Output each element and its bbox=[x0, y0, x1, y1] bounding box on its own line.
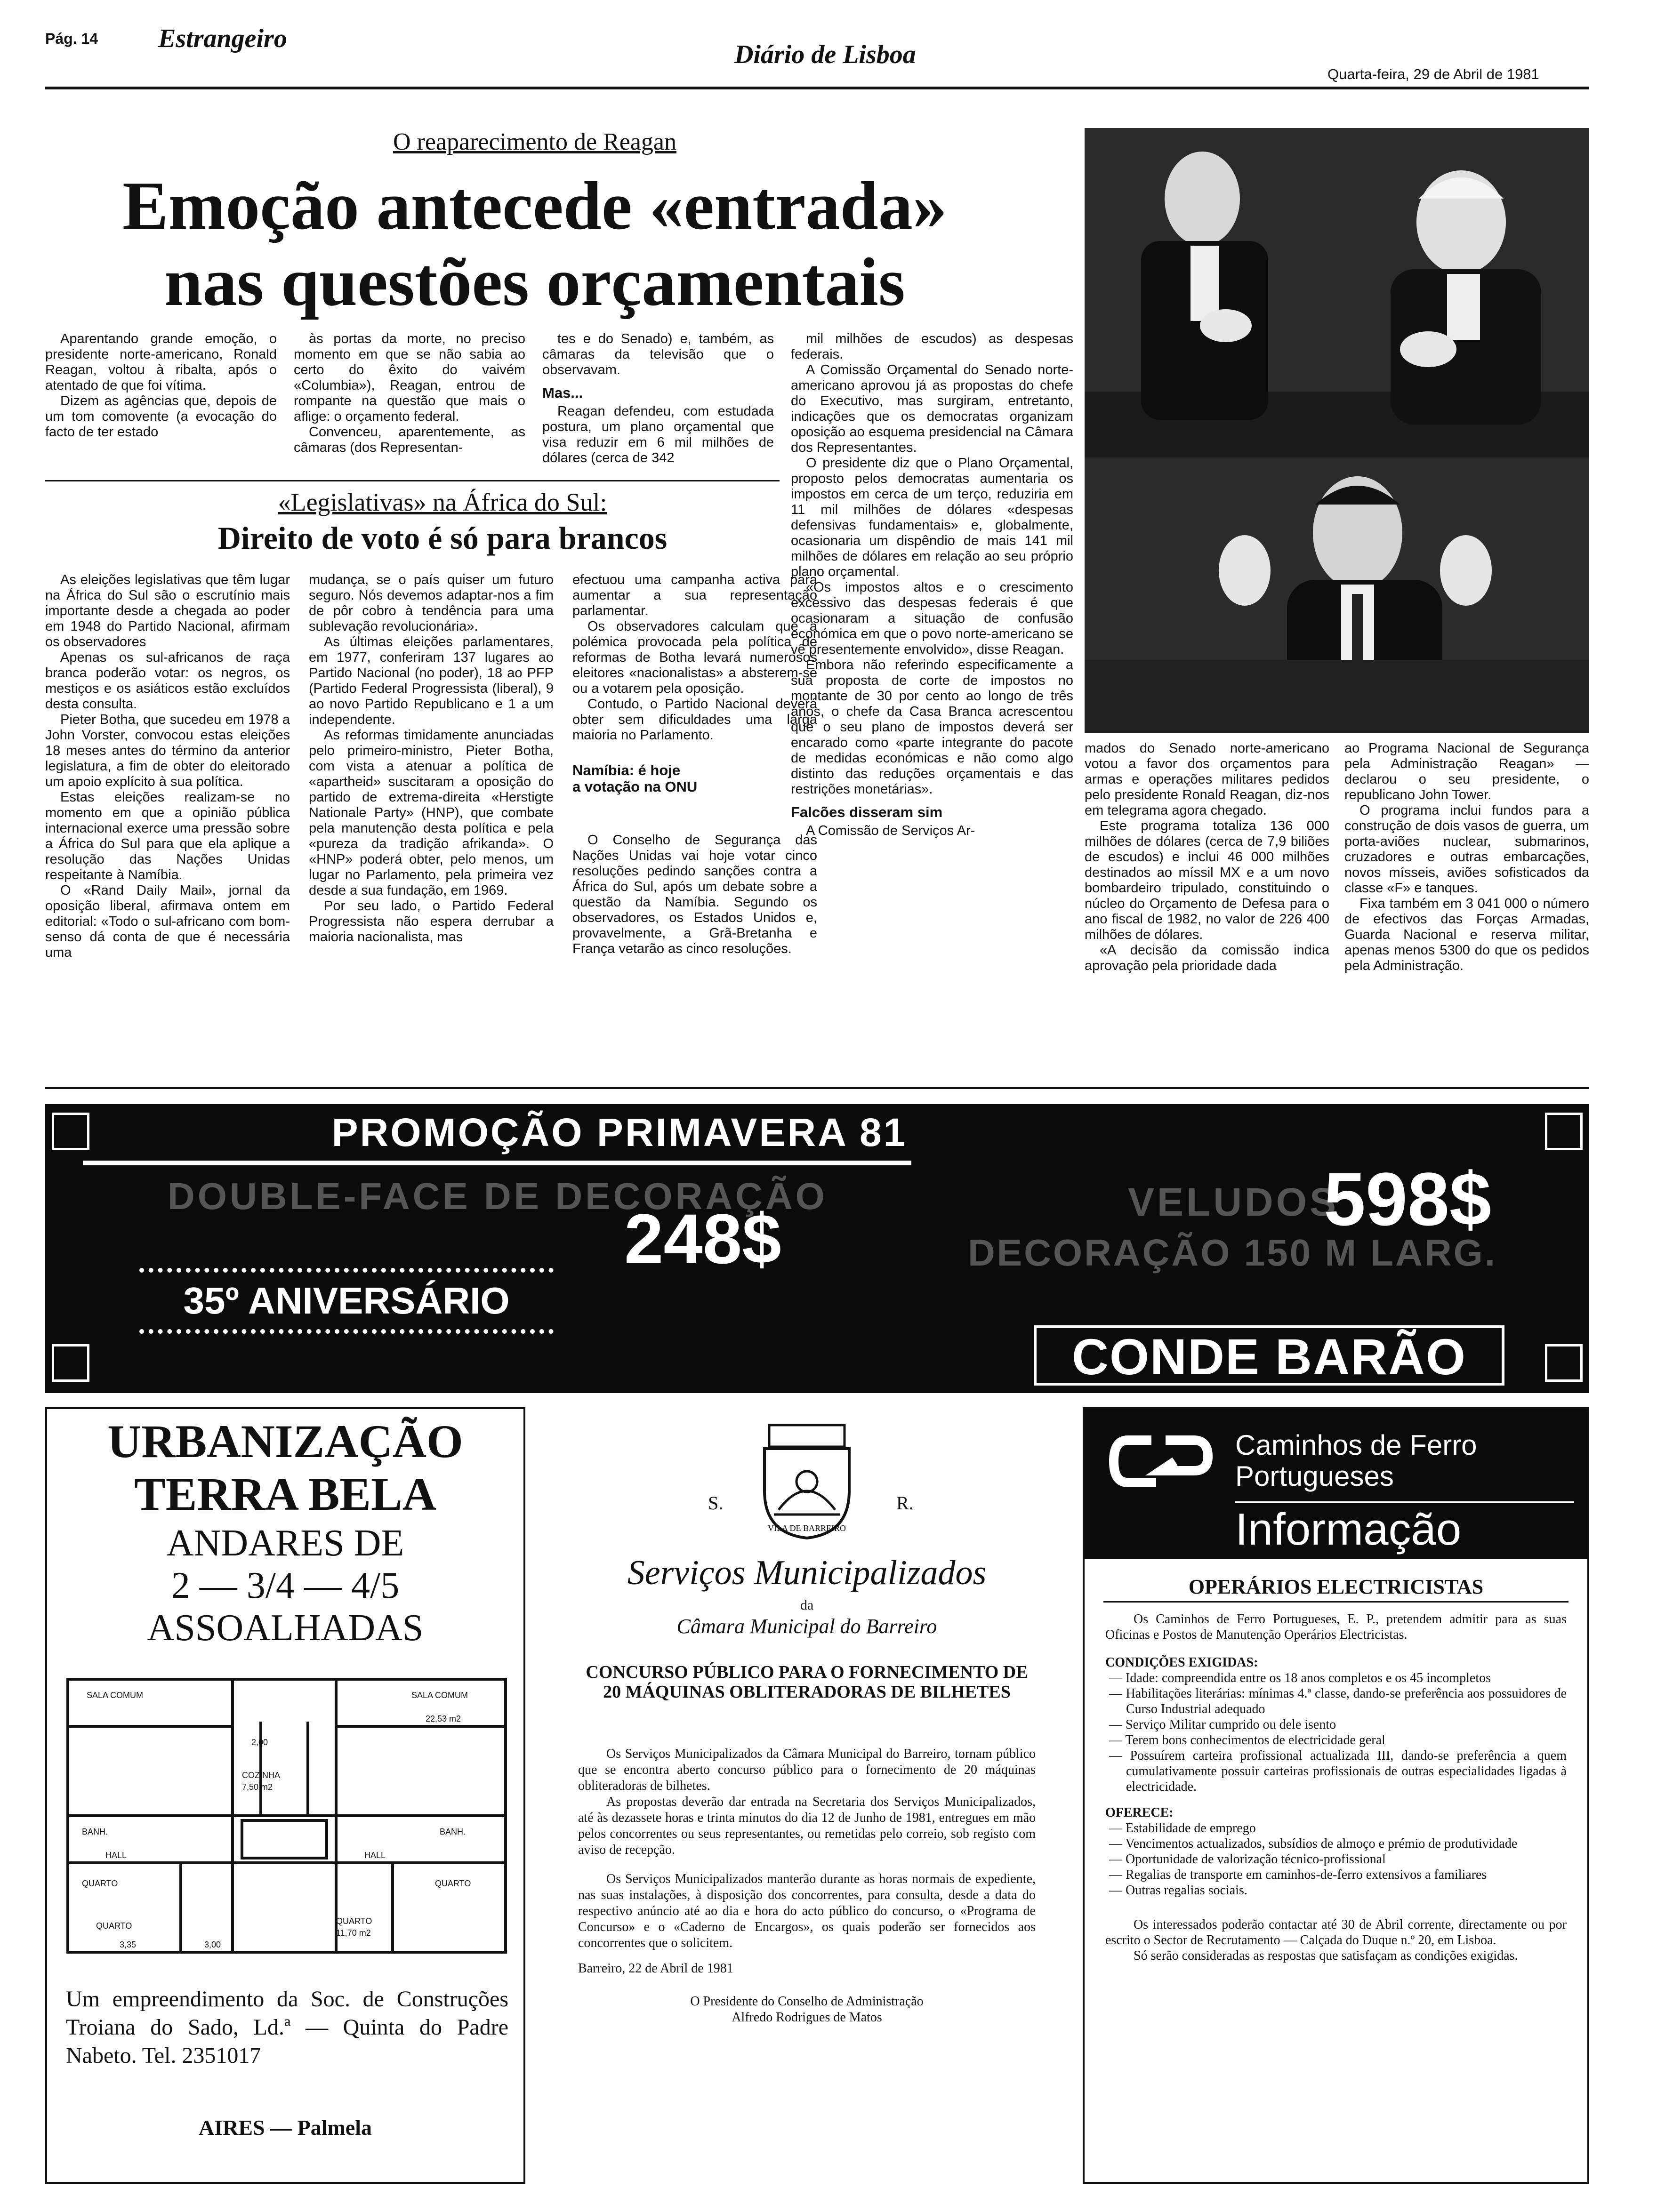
plan-label: QUARTO bbox=[435, 1879, 471, 1888]
plan-label: BANH. bbox=[440, 1827, 466, 1836]
plan-label: 22,53 m2 bbox=[426, 1714, 461, 1723]
subheading: Mas... bbox=[542, 385, 583, 401]
smb-da: da bbox=[800, 1597, 814, 1613]
crest-r: R. bbox=[896, 1492, 914, 1514]
plan-label: 11,70 m2 bbox=[336, 1928, 371, 1938]
article1-kicker: O reaparecimento de Reagan bbox=[393, 128, 676, 155]
paragraph: tes e do Senado) e, também, as câmaras da televisão que o observavam. bbox=[542, 331, 774, 377]
plan-label: QUARTO bbox=[336, 1916, 372, 1926]
paragraph: «Os impostos altos e o crescimento excessivo das despesas federais é que ocasionaram a situação de confusão económica em que o povo norte-americano se vê presentemente envolvido», disse Reagan. bbox=[791, 580, 1073, 657]
newspaper-name: Diário de Lisboa bbox=[734, 40, 916, 69]
article2-column-2 bbox=[309, 572, 554, 945]
promo-price-1: 248$ bbox=[624, 1199, 781, 1278]
paragraph: Embora não referindo especificamente a sua proposta de corte de impostos no montante de 30 por cento ao longo de três anos, o chefe da Casa Branca acrescentou que o seu plano de impostos deverá ser encarado como «parte integrante do pacote de medidas económicas e não como algo distinto das reduções orçamentais e das restrições monetárias». bbox=[791, 657, 1073, 797]
paragraph: Dizem as agências que, depois de um tom comovente (a evocação do facto de ter estado bbox=[45, 393, 277, 440]
cp-banner-rule bbox=[1235, 1501, 1574, 1503]
paragraph: O Conselho de Segurança das Nações Unidas vai hoje votar cinco resoluções pedindo sanções contra a África do Sul, após um debate sobre a questão da Namíbia. Segundo os observadores, os Estados Unidos e, provavelmente, a Grã-Bretanha e França vetarão as cinco resoluções. bbox=[572, 833, 817, 956]
paragraph: Apenas os sul-africanos de raça branca poderão votar: os negros, os mestiços e os asiáticos estão excluídos desta consulta. bbox=[45, 650, 290, 712]
plan-label: COZINHA bbox=[242, 1771, 280, 1780]
photo-illustration bbox=[1085, 128, 1589, 733]
paragraph: As propostas deverão dar entrada na Secretaria dos Serviços Municipalizados, até às dezassete horas e trinta minutos do dia 12 de Junho de 1981, entregues em mão pelos concorrentes ou seus representantes, ou remetidas pelo correio, sob registo com aviso de recepção. bbox=[578, 1795, 1036, 1857]
paragraph: Reagan defendeu, com estudada postura, um plano orçamental que visa reduzir em 6 mil milhões de dólares (cerca de 342 bbox=[542, 404, 774, 465]
cp-banner bbox=[1085, 1409, 1587, 1559]
paragraph: Os Caminhos de Ferro Portugueses, E. P., pretendem admitir para as suas Oficinas e Postos de Manutenção Operários Electricistas. bbox=[1105, 1612, 1567, 1642]
list-item: — Oportunidade de valorização técnico-profissional bbox=[1109, 1852, 1386, 1867]
paragraph: Fixa também em 3 041 000 o número de efectivos das Forças Armadas, Guarda Nacional e reserva militar, apenas menos 5300 do que os pedidos pela Administração. bbox=[1344, 896, 1589, 973]
promo-price-2: 598$ bbox=[1324, 1157, 1491, 1241]
section-rule bbox=[45, 480, 780, 481]
smb-heading: CONCURSO PÚBLICO PARA O FORNECIMENTO DE 20 MÁQUINAS OBLITERADORAS DE BILHETES bbox=[586, 1662, 1028, 1702]
section-label: Estrangeiro bbox=[158, 24, 287, 53]
anniversary-label: 35º ANIVERSÁRIO bbox=[183, 1280, 510, 1322]
municipal-ad bbox=[557, 1407, 1056, 2184]
article2-headline: Direito de voto é só para brancos bbox=[217, 520, 668, 556]
cp-name-line2: Portugueses bbox=[1235, 1460, 1394, 1492]
paragraph: Contudo, o Partido Nacional deverá obter sem dificuldades uma larga maioria no Parlamento. bbox=[572, 697, 817, 743]
list-item: — Terem bons conhecimentos de electricidade geral bbox=[1109, 1733, 1385, 1747]
paragraph: As últimas eleições parlamentares, em 1977, conferiram 137 lugares ao Partido Nacional (no poder), 18 ao PFP (Partido Federal Progressista (liberal), 9 ao novo Partido Republicano e 1 a um independente. bbox=[309, 634, 554, 727]
list-item: — Vencimentos actualizados, subsídios de almoço e prémio de produtividade bbox=[1109, 1836, 1518, 1851]
article2-column-3 bbox=[572, 572, 817, 957]
plan-label: BANH. bbox=[82, 1827, 108, 1836]
article1-column-2 bbox=[294, 331, 525, 456]
paragraph: Os interessados poderão contactar até 30 de Abril corrente, directamente ou por escrito o Sector de Recrutamento — Calçada do Duque n.º 20, em Lisboa. bbox=[1105, 1917, 1567, 1948]
smb-signature-name: Alfredo Rodrigues de Matos bbox=[732, 2010, 882, 2025]
article1-column-5 bbox=[1085, 741, 1329, 974]
ornament-icon bbox=[1545, 1113, 1583, 1150]
paragraph: A Comissão de Serviços Ar- bbox=[806, 823, 975, 838]
plan-label: HALL bbox=[364, 1851, 386, 1860]
plan-label: QUARTO bbox=[96, 1921, 132, 1931]
paragraph: Aparentando grande emoção, o presidente norte-americano, Ronald Reagan, voltou à ribalta, após o atentado de que foi vítima. bbox=[45, 331, 277, 393]
list-item: — Possuírem carteira profissional actualizada III, dando-se preferência a quem cumulativamente possuir carteiras profissionais de outras especialidades ligadas à electricidade. bbox=[1109, 1748, 1567, 1794]
masthead-rule bbox=[45, 87, 1589, 89]
floor-plan bbox=[54, 1660, 517, 1971]
cp-offer-title: OFERECE: bbox=[1105, 1805, 1174, 1820]
smb-subtitle: Câmara Municipal do Barreiro bbox=[676, 1615, 937, 1638]
list-item: — Idade: compreendida entre os 18 anos completos e os 45 incompletos bbox=[1109, 1671, 1491, 1685]
paragraph: Os Serviços Municipalizados manterão durante as horas normais de expediente, nas suas instalações, à disposição dos concorrentes, para consulta, desde a data do respectivo anúncio até ao dia e hora do acto público do concurso, o «Programa de Concurso» e o «Caderno de Encargos», os quais poderão ser fornecidos aos concorrentes que o solicitem. bbox=[578, 1872, 1036, 1950]
reagan-photo bbox=[1085, 128, 1589, 733]
issue-date: Quarta-feira, 29 de Abril de 1981 bbox=[1327, 66, 1539, 82]
paragraph: O presidente diz que o Plano Orçamental, proposto pelos democratas aumentaria os impostos em cerca de um terço, reduziria em 11 mil milhões de dólares «despesas defensivas fundamentais» e, globalmente, ocasionaria um dispêndio de mais 141 mil milhões de dólares em relação ao seu próprio plano orçamental. bbox=[791, 456, 1073, 579]
paragraph: Por seu lado, o Partido Federal Progressista não espera derrubar a maioria nacionalista, mas bbox=[309, 898, 554, 945]
cp-heading: OPERÁRIOS ELECTRICISTAS bbox=[1188, 1575, 1484, 1598]
paragraph: As reformas timidamente anunciadas pelo primeiro-ministro, Pieter Botha, com vista a atenuar a política de «apartheid» suscitaram a oposição do partido de extrema-direita «Herstigte Nationale Party» (HNP), que combate pela manutenção desta política e pela «pureza da tradição afrikanda». O «HNP» poderá obter, pelo menos, um lugar no Parlamento, pela primeira vez desde a sua fundação, em 1969. bbox=[309, 728, 554, 898]
paragraph: O «Rand Daily Mail», jornal da oposição liberal, afirmava ontem em editorial: «Todo o sul-africano com bom-senso dá conta de que é necessária uma bbox=[45, 883, 290, 960]
list-item: — Serviço Militar cumprido ou dele isento bbox=[1109, 1717, 1336, 1732]
plan-label: 7,50 m2 bbox=[242, 1782, 273, 1792]
paragraph: Estas eleições realizam-se no momento em que a opinião pública internacional exerce uma pressão sobre a África do Sul para que ela aplique a resolução das Nações Unidas respeitante à Namíbia. bbox=[45, 790, 290, 882]
cp-name-line1: Caminhos de Ferro bbox=[1235, 1429, 1477, 1461]
ad-line5: ASSOALHADAS bbox=[147, 1607, 424, 1649]
ad-line4: 2 — 3/4 — 4/5 bbox=[171, 1565, 400, 1606]
cp-rule bbox=[1103, 1601, 1569, 1603]
plan-label: QUARTO bbox=[82, 1879, 118, 1888]
paragraph: Convenceu, aparentemente, as câmaras (dos Representan- bbox=[294, 425, 525, 455]
promo-ad bbox=[45, 1104, 1589, 1393]
ornament-icon bbox=[52, 1344, 89, 1382]
paragraph: mudança, se o país quiser um futuro seguro. Nós devemos adaptar-nos a fim de pôr cobro à tendência para uma sublevação revolucionária». bbox=[309, 572, 554, 634]
crest-icon bbox=[755, 1420, 859, 1543]
subheading: Falcões disseram sim bbox=[791, 804, 943, 820]
paragraph: ao Programa Nacional de Segurança pela Administração Reagan» — declarou o seu presidente, o republicano John Tower. bbox=[1344, 741, 1589, 802]
smb-date: Barreiro, 22 de Abril de 1981 bbox=[578, 1961, 733, 1976]
plan-label: HALL bbox=[105, 1851, 127, 1860]
paragraph: mil milhões de escudos) as despesas federais. bbox=[791, 331, 1073, 362]
article1-column-6 bbox=[1344, 741, 1589, 974]
paragraph: A Comissão Orçamental do Senado norte-americano aprovou já as propostas do chefe do Executivo, mas surgiram, entretanto, indicações que os democratas organizam oposição ao esquema presidencial na Câmara dos Representantes. bbox=[791, 362, 1073, 455]
paragraph: Este programa totaliza 136 000 milhões de dólares (cerca de 7,9 biliões de escudos) e inclui 46 000 milhões destinados ao míssil MX e a um novo bombardeiro tripulado, constituindo o núcleo do Orçamento de Defesa para o ano fiscal de 1982, no valor de 226 400 milhões de dólares. bbox=[1085, 818, 1329, 942]
promo-rule bbox=[83, 1161, 911, 1165]
list-item: — Regalias de transporte em caminhos-de-ferro extensivos a familiares bbox=[1109, 1867, 1487, 1882]
paragraph: Pieter Botha, que sucedeu em 1978 a John Vorster, convocou estas eleições 18 meses antes do término da anterior legislatura, a fim de obter do eleitorado um apoio explícito à sua política. bbox=[45, 712, 290, 789]
article2-kicker: «Legislativas» na África do Sul: bbox=[278, 488, 607, 516]
page-number: Pág. 14 bbox=[45, 30, 98, 47]
cp-logo-text: cp bbox=[1109, 1435, 1110, 1436]
cp-conditions-title: CONDIÇÕES EXIGIDAS: bbox=[1105, 1655, 1258, 1670]
paragraph: Os observadores calculam que a polémica provocada pela política de reformas de Botha levará numerosos eleitores «nacionalistas» a absterem-se ou a votarem pela oposição. bbox=[572, 619, 817, 696]
paragraph: O programa inclui fundos para a construção de dois vasos de guerra, um porta-aviões nuclear, submarinos, cruzadores e outras embarcações, novos mísseis, aviões sofisticados da classe «F» e tanques. bbox=[1344, 803, 1589, 896]
promo-title: PROMOÇÃO PRIMAVERA 81 bbox=[331, 1110, 908, 1154]
plan-label: SALA COMUM bbox=[87, 1691, 144, 1700]
promo-item-1: DOUBLE-FACE DE DECORAÇÃO bbox=[168, 1175, 828, 1217]
plan-label: 3,00 bbox=[204, 1940, 221, 1949]
cp-info-title: Informação bbox=[1235, 1504, 1462, 1555]
paragraph: às portas da morte, no preciso momento em que se não sabia ao certo do êxito do vaivém «Columbia»), Reagan, entrou de rompante na questão que mais o aflige: o orçamento federal. bbox=[294, 331, 525, 424]
store-name: CONDE BARÃO bbox=[1071, 1328, 1466, 1385]
smb-signature-title: O Presidente do Conselho de Administração bbox=[690, 1994, 924, 2009]
ad-title-line2: TERRA BELA bbox=[134, 1468, 436, 1520]
paragraph: mados do Senado norte-americano votou a favor dos orçamentos para armas e operações militares pedidos pelo presidente Ronald Reagan, diz-nos em telegrama agora chegado. bbox=[1085, 741, 1329, 818]
article1-column-1 bbox=[45, 331, 277, 440]
paragraph: Só serão consideradas as respostas que satisfaçam as condições exigidas. bbox=[1134, 1948, 1518, 1963]
ad-footer: AIRES — Palmela bbox=[199, 2116, 372, 2140]
crest-s: S. bbox=[708, 1492, 724, 1514]
crest-text: VILA DE BARREIRO bbox=[768, 1523, 846, 1533]
article1-headline-line1: Emoção antecede «entrada» bbox=[122, 168, 947, 244]
paragraph: As eleições legislativas que têm lugar na África do Sul são o escrutínio mais importante desde a chegada ao poder em 1948 do Partido Nacional, afirmam os observadores bbox=[45, 572, 290, 649]
ad-line3: ANDARES DE bbox=[166, 1523, 404, 1564]
plan-label: 2,00 bbox=[251, 1738, 268, 1747]
ornament-icon bbox=[1545, 1344, 1583, 1382]
article2-column-1 bbox=[45, 572, 290, 961]
cp-conditions-list bbox=[1105, 1670, 1567, 1795]
cp-logo-icon bbox=[1109, 1435, 1213, 1487]
cp-ad bbox=[1083, 1407, 1589, 2184]
paragraph: Os Serviços Municipalizados da Câmara Municipal do Barreiro, tornam público que se encontra aberto concurso público para o fornecimento de 20 máquinas obliteradoras de bilhetes. bbox=[578, 1747, 1036, 1793]
list-item: — Outras regalias sociais. bbox=[1109, 1883, 1247, 1898]
ad-description: Um empreendimento da Soc. de Construções Troiana do Sado, Ld.ª — Quinta do Padre Nabeto. Tel. 2351017 bbox=[66, 1987, 508, 2068]
smb-body bbox=[578, 1746, 1036, 2026]
ad-title-line1: URBANIZAÇÃO bbox=[107, 1415, 463, 1467]
article1-column-4 bbox=[791, 331, 1073, 839]
plan-label: SALA COMUM bbox=[411, 1691, 468, 1700]
paragraph: efectuou uma campanha activa para aumentar a sua representação parlamentar. bbox=[572, 572, 817, 618]
promo-item-2: VELUDOS bbox=[1128, 1180, 1339, 1224]
cp-body bbox=[1105, 1611, 1567, 1964]
section-rule bbox=[45, 1087, 1589, 1089]
cp-offer-list bbox=[1105, 1820, 1567, 1898]
list-item: — Estabilidade de emprego bbox=[1109, 1821, 1256, 1835]
list-item: — Habilitações literárias: mínimas 4.ª classe, dando-se preferência aos possuidores de Curso Industrial adequado bbox=[1109, 1686, 1567, 1716]
smb-title: Serviços Municipalizados bbox=[627, 1554, 987, 1592]
article1-headline-line2: nas questões orçamentais bbox=[164, 244, 905, 320]
subheading: a votação na ONU bbox=[572, 778, 698, 795]
article1-column-3 bbox=[542, 331, 774, 466]
plan-label: 3,35 bbox=[120, 1940, 137, 1949]
paragraph: «A decisão da comissão indica aprovação pela prioridade dada bbox=[1085, 943, 1329, 973]
promo-item-3: DECORAÇÃO 150 M LARG. bbox=[968, 1232, 1497, 1274]
subheading: Namíbia: é hoje bbox=[572, 762, 681, 778]
real-estate-ad bbox=[45, 1407, 525, 2184]
